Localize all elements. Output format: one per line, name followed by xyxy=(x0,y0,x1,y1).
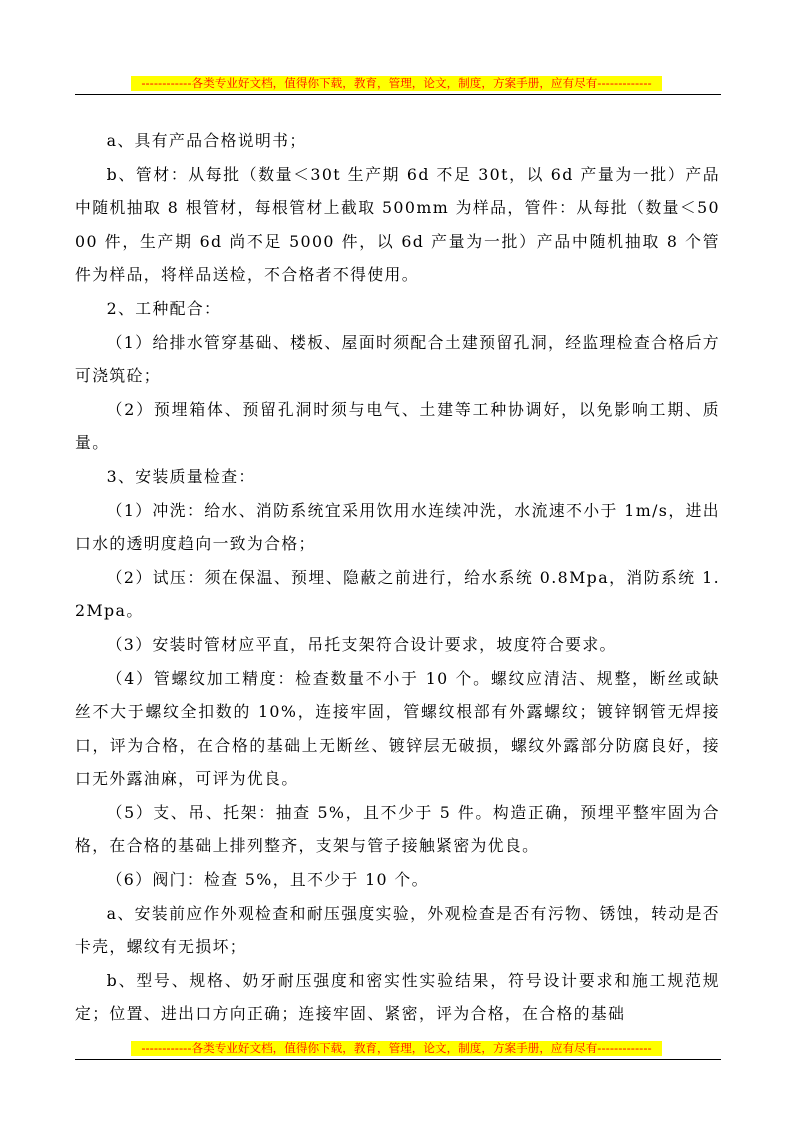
paragraph-pipe-alignment: （3）安装时管材应平直，吊托支架符合设计要求，坡度符合要求。 xyxy=(106,634,617,654)
paragraph-certificate: a、具有产品合格说明书； xyxy=(106,131,307,150)
paragraph-supports: （5）支、吊、托架：抽查 5%，且不少于 5 件。构造正确，预埋平整牢固为合格，在合格的基础上排列整齐，支架与管子接触紧密为优良。 xyxy=(75,802,720,856)
paragraph-reserved-holes: （1）给排水管穿基础、楼板、屋面时须配合土建预留孔洞，经监理检查合格后方可浇筑砼； xyxy=(75,332,720,386)
paragraph-pipe-sampling: b、管材：从每批（数量＜30t 生产期 6d 不足 30t，以 6d 产量为一批）产品中随机抽取 8 根管材，每根管材上截取 500mm 为样品，管件：从每批（数量＜5000 件，生产期 6d 尚不足 5000 件，以 6d 产量为一批）产品中随机抽取 8 个管件为样品，将样品送检，不合格者不得使用。 xyxy=(75,164,720,285)
footer-rule xyxy=(75,1059,721,1060)
paragraph-valve-inspection: a、安装前应作外观检查和耐压强度实验，外观检查是否有污物、锈蚀，转动是否卡壳，螺纹有无损坏； xyxy=(75,903,720,957)
header-banner: ------------各类专业好文档，值得你下载，教育，管理，论文，制度，方案手册，应有尽有------------- xyxy=(131,76,662,91)
paragraph-valve-specs: b、型号、规格、奶牙耐压强度和密实性实验结果，符号设计要求和施工规范规定；位置、进出口方向正确；连接牢固、紧密，评为合格，在合格的基础 xyxy=(75,970,720,1024)
document-body xyxy=(75,124,720,1031)
paragraph-embedded-boxes: （2）预埋箱体、预留孔洞时须与电气、土建等工种协调好，以免影响工期、质量。 xyxy=(75,399,720,453)
heading-installation-quality: 3、安装质量检查： xyxy=(106,466,256,486)
paragraph-pressure-test: （2）试压：须在保温、预埋、隐蔽之前进行，给水系统 0.8Mpa，消防系统 1.2Mpa。 xyxy=(75,567,720,621)
paragraph-valves: （6）阀门：检查 5%，且不少于 10 个。 xyxy=(106,870,429,890)
heading-trade-coordination: 2、工种配合： xyxy=(106,298,222,318)
header-rule xyxy=(75,94,721,95)
paragraph-flushing: （1）冲洗：给水、消防系统宜采用饮用水连续冲洗，水流速不小于 1m/s，进出口水的透明度趋向一致为合格； xyxy=(75,500,720,554)
paragraph-thread-precision: （4）管螺纹加工精度：检查数量不小于 10 个。螺纹应清洁、规整，断丝或缺丝不大于螺纹全扣数的 10%，连接牢固，管螺纹根部有外露螺纹；镀锌钢管无焊接口，评为合格，在合格的基础上无断丝、镀锌层无破损，螺纹外露部分防腐良好，接口无外露油麻，可评为优良。 xyxy=(75,668,720,789)
footer-banner: ------------各类专业好文档，值得你下载，教育，管理，论文，制度，方案手册，应有尽有------------- xyxy=(131,1041,662,1056)
